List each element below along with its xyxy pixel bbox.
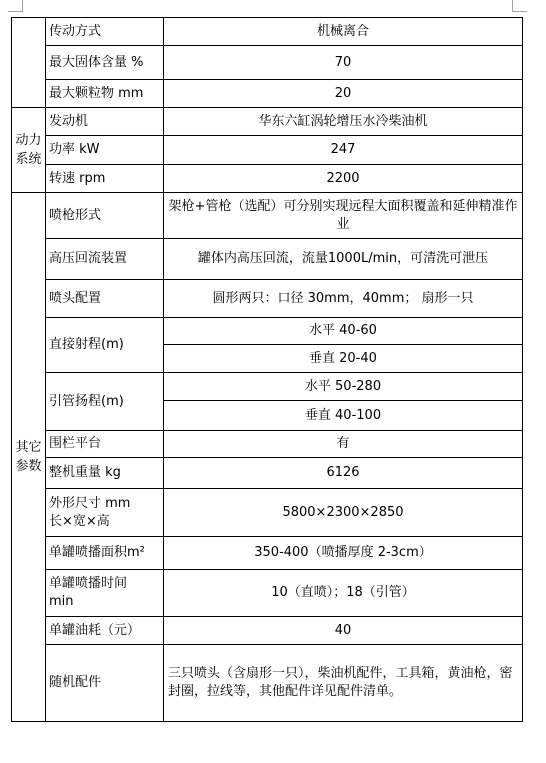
row-label: 功率 kW bbox=[46, 136, 164, 165]
page-margin-mark-left bbox=[8, 0, 23, 12]
row-value: 5800×2300×2850 bbox=[164, 489, 523, 537]
row-label: 高压回流装置 bbox=[46, 239, 164, 280]
table-row bbox=[12, 193, 523, 239]
row-label: 转速 rpm bbox=[46, 165, 164, 193]
row-value: 罐体内高压回流，流量1000L/min，可清洗可泄压 bbox=[164, 239, 523, 280]
row-value: 垂直 40-100 bbox=[164, 401, 523, 431]
row-value: 6126 bbox=[164, 458, 523, 489]
table-row bbox=[12, 80, 523, 108]
row-label: 最大固体含量 % bbox=[46, 46, 164, 80]
row-label: 单罐油耗（元） bbox=[46, 617, 164, 645]
row-label: 随机配件 bbox=[46, 645, 164, 722]
row-value: 10（直喷）；18（引管） bbox=[164, 570, 523, 617]
table-row bbox=[12, 537, 523, 570]
row-value: 三只喷头（含扇形一只），柴油机配件，工具箱，黄油枪，密封圈，拉线等，其他配件详见配件清单。 bbox=[164, 645, 523, 722]
table-row bbox=[12, 239, 523, 280]
table-row bbox=[12, 318, 523, 345]
row-value: 华东六缸涡轮增压水冷柴油机 bbox=[164, 108, 523, 136]
row-value: 圆形两只：口径 30mm，40mm； 扇形一只 bbox=[164, 280, 523, 318]
row-label: 围栏平台 bbox=[46, 431, 164, 458]
row-label: 喷头配置 bbox=[46, 280, 164, 318]
page-margin-mark-right bbox=[512, 0, 527, 12]
row-value: 有 bbox=[164, 431, 523, 458]
row-value: 水平 40-60 bbox=[164, 318, 523, 345]
row-label: 直接射程(m) bbox=[46, 318, 164, 373]
group-label-other-params: 其它 参数 bbox=[12, 193, 46, 722]
row-label-spray-time: 单罐喷播时间 min bbox=[46, 570, 164, 617]
table-row bbox=[12, 489, 523, 537]
table-row bbox=[12, 18, 523, 46]
row-label: 喷枪形式 bbox=[46, 193, 164, 239]
spec-table bbox=[11, 17, 523, 722]
group-cell-empty bbox=[12, 18, 46, 108]
table-row bbox=[12, 458, 523, 489]
group-label-power-system: 动力 系统 bbox=[12, 108, 46, 193]
row-label: 传动方式 bbox=[46, 18, 164, 46]
table-row bbox=[12, 136, 523, 165]
table-row bbox=[12, 165, 523, 193]
table-row bbox=[12, 373, 523, 401]
table-row bbox=[12, 617, 523, 645]
table-row bbox=[12, 570, 523, 617]
row-value: 70 bbox=[164, 46, 523, 80]
table-row bbox=[12, 46, 523, 80]
table-row bbox=[12, 108, 523, 136]
row-value: 垂直 20-40 bbox=[164, 345, 523, 373]
row-value: 2200 bbox=[164, 165, 523, 193]
row-label: 引管扬程(m) bbox=[46, 373, 164, 431]
table-row bbox=[12, 280, 523, 318]
table-row bbox=[12, 645, 523, 722]
row-value: 机械离合 bbox=[164, 18, 523, 46]
row-label: 单罐喷播面积m² bbox=[46, 537, 164, 570]
row-value: 247 bbox=[164, 136, 523, 165]
row-value: 20 bbox=[164, 80, 523, 108]
row-value: 架枪+管枪（选配）可分别实现远程大面积覆盖和延伸精准作业 bbox=[164, 193, 523, 239]
row-label: 发动机 bbox=[46, 108, 164, 136]
row-label: 最大颗粒物 mm bbox=[46, 80, 164, 108]
row-value: 350-400（喷播厚度 2-3cm） bbox=[164, 537, 523, 570]
table-row bbox=[12, 431, 523, 458]
row-label-dimensions: 外形尺寸 mm 长×宽×高 bbox=[46, 489, 164, 537]
row-value: 水平 50-280 bbox=[164, 373, 523, 401]
row-value: 40 bbox=[164, 617, 523, 645]
row-label: 整机重量 kg bbox=[46, 458, 164, 489]
